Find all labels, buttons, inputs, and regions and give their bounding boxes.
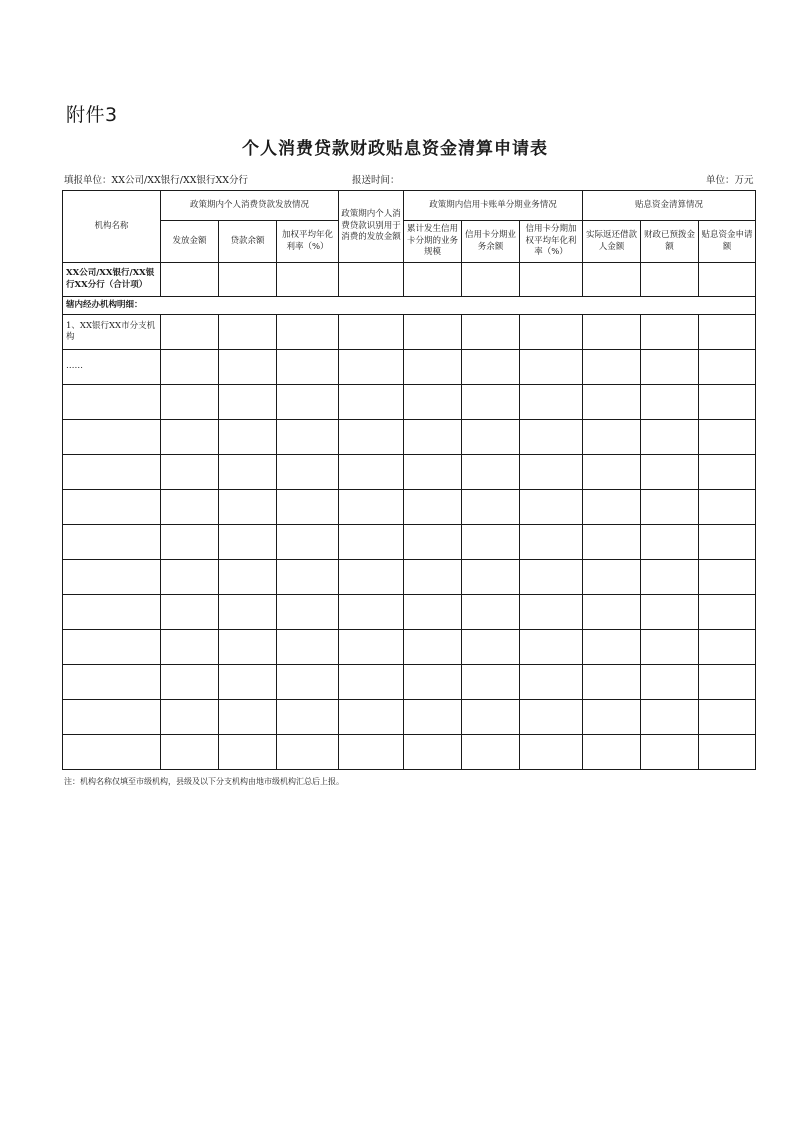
col-institution-name: 机构名称 [63, 191, 161, 263]
table-cell[interactable] [462, 525, 520, 560]
table-cell[interactable] [277, 560, 339, 595]
table-cell[interactable] [520, 490, 583, 525]
table-cell[interactable] [520, 735, 583, 770]
table-cell[interactable] [277, 700, 339, 735]
table-cell[interactable] [63, 700, 161, 735]
table-cell[interactable] [161, 420, 219, 455]
table-cell[interactable] [520, 385, 583, 420]
table-cell[interactable] [404, 385, 462, 420]
table-cell[interactable] [641, 350, 699, 385]
table-cell[interactable] [583, 420, 641, 455]
table-cell[interactable] [219, 665, 277, 700]
table-cell[interactable] [277, 350, 339, 385]
table-cell[interactable] [404, 560, 462, 595]
table-cell[interactable] [339, 263, 404, 297]
table-cell[interactable] [699, 263, 756, 297]
table-cell[interactable] [462, 490, 520, 525]
page-title: 个人消费贷款财政贴息资金清算申请表 [242, 139, 548, 159]
table-cell[interactable] [699, 420, 756, 455]
table-cell[interactable] [63, 595, 161, 630]
table-cell[interactable] [219, 455, 277, 490]
group-subsidy-settlement: 贴息资金清算情况 [583, 191, 756, 221]
table-cell[interactable] [339, 490, 404, 525]
table-cell[interactable] [277, 665, 339, 700]
table-cell[interactable] [520, 700, 583, 735]
table-cell[interactable] [277, 315, 339, 350]
table-cell[interactable] [404, 595, 462, 630]
table-cell[interactable] [699, 665, 756, 700]
table-cell[interactable] [404, 630, 462, 665]
table-cell[interactable] [641, 420, 699, 455]
table-cell[interactable] [641, 385, 699, 420]
table-cell[interactable] [219, 490, 277, 525]
table-cell[interactable] [277, 525, 339, 560]
table-cell[interactable] [520, 665, 583, 700]
table-cell[interactable] [63, 455, 161, 490]
col-loan-balance: 贷款余额 [219, 221, 277, 263]
table-cell[interactable] [404, 665, 462, 700]
table-cell[interactable] [641, 665, 699, 700]
table-cell[interactable] [161, 595, 219, 630]
table-cell[interactable] [339, 700, 404, 735]
table-cell[interactable] [641, 263, 699, 297]
table-cell[interactable] [520, 315, 583, 350]
table-cell[interactable] [520, 525, 583, 560]
table-cell[interactable] [641, 490, 699, 525]
table-cell[interactable] [161, 455, 219, 490]
table-cell[interactable] [462, 263, 520, 297]
table-cell[interactable] [583, 630, 641, 665]
table-cell[interactable] [641, 700, 699, 735]
table-cell[interactable] [219, 420, 277, 455]
table-cell[interactable] [161, 525, 219, 560]
row-total-label: XX公司/XX银行/XX银行XX分行（合计项） [63, 263, 161, 297]
table-cell[interactable] [462, 560, 520, 595]
settlement-table [62, 190, 756, 770]
row-ellipsis-label: …… [63, 350, 161, 385]
reporting-unit: 填报单位：XX公司/XX银行/XX银行XX分行 [64, 175, 249, 186]
table-cell[interactable] [699, 700, 756, 735]
table-cell[interactable] [583, 665, 641, 700]
table-cell[interactable] [63, 630, 161, 665]
table-cell[interactable] [404, 263, 462, 297]
table-cell[interactable] [583, 700, 641, 735]
table-cell[interactable] [161, 665, 219, 700]
table-cell[interactable] [219, 595, 277, 630]
attachment-label: 附件3 [66, 104, 118, 126]
table-cell[interactable] [462, 700, 520, 735]
table-row [63, 350, 756, 385]
table-cell[interactable] [583, 735, 641, 770]
table-cell[interactable] [161, 630, 219, 665]
table-row [63, 665, 756, 700]
table-cell[interactable] [339, 560, 404, 595]
table-cell[interactable] [339, 385, 404, 420]
table-cell[interactable] [462, 315, 520, 350]
table-cell[interactable] [462, 595, 520, 630]
col-card-balance: 信用卡分期业务余额 [462, 221, 520, 263]
table-cell[interactable] [339, 420, 404, 455]
table-cell[interactable] [161, 385, 219, 420]
table-cell[interactable] [404, 700, 462, 735]
table-cell[interactable] [404, 525, 462, 560]
row-branch-label: 1、XX银行XX市分支机构 [63, 315, 161, 350]
table-cell[interactable] [583, 560, 641, 595]
table-cell[interactable] [63, 420, 161, 455]
table-cell[interactable] [277, 735, 339, 770]
table-cell[interactable] [462, 350, 520, 385]
table-cell[interactable] [161, 263, 219, 297]
table-row [63, 490, 756, 525]
table-cell[interactable] [219, 560, 277, 595]
col-consumption-loan-amount: 政策期内个人消费贷款识别用于消费的发放金额 [339, 191, 404, 263]
table-cell[interactable] [63, 560, 161, 595]
table-cell[interactable] [520, 455, 583, 490]
table-cell[interactable] [161, 560, 219, 595]
table-cell[interactable] [520, 595, 583, 630]
table-cell[interactable] [699, 595, 756, 630]
table-cell[interactable] [462, 420, 520, 455]
table-cell[interactable] [520, 630, 583, 665]
table-cell[interactable] [277, 263, 339, 297]
table-cell[interactable] [641, 315, 699, 350]
table-cell[interactable] [583, 595, 641, 630]
col-refund-amount: 实际返还借款人金额 [583, 221, 641, 263]
table-cell[interactable] [641, 455, 699, 490]
table-cell[interactable] [462, 630, 520, 665]
table-cell[interactable] [520, 263, 583, 297]
table-cell[interactable] [63, 665, 161, 700]
table-cell[interactable] [339, 315, 404, 350]
table-cell[interactable] [520, 350, 583, 385]
table-row-detail-header [63, 297, 756, 315]
report-time: 报送时间： [352, 175, 400, 186]
table-cell[interactable] [404, 350, 462, 385]
col-card-rate: 信用卡分期加权平均年化利率（%） [520, 221, 583, 263]
table-cell[interactable] [339, 455, 404, 490]
table-cell[interactable] [699, 525, 756, 560]
table-cell[interactable] [404, 735, 462, 770]
table-cell[interactable] [339, 735, 404, 770]
table-cell[interactable] [583, 385, 641, 420]
table-cell[interactable] [699, 735, 756, 770]
table-cell[interactable] [520, 420, 583, 455]
col-loan-amount: 发放金额 [161, 221, 219, 263]
table-cell[interactable] [339, 630, 404, 665]
table-cell[interactable] [404, 315, 462, 350]
table-cell[interactable] [219, 735, 277, 770]
table-cell[interactable] [219, 315, 277, 350]
table-cell[interactable] [219, 525, 277, 560]
table-row [63, 385, 756, 420]
table-cell[interactable] [699, 350, 756, 385]
table-cell[interactable] [63, 385, 161, 420]
table-cell[interactable] [404, 455, 462, 490]
table-row [63, 560, 756, 595]
table-cell[interactable] [63, 525, 161, 560]
table-cell[interactable] [699, 630, 756, 665]
table-cell[interactable] [219, 630, 277, 665]
table-cell[interactable] [277, 630, 339, 665]
table-cell[interactable] [641, 560, 699, 595]
table-cell[interactable] [641, 630, 699, 665]
table-cell[interactable] [699, 560, 756, 595]
table-cell[interactable] [277, 595, 339, 630]
col-prepaid-amount: 财政已预拨金额 [641, 221, 699, 263]
amount-unit: 单位：万元 [706, 175, 754, 186]
table-cell[interactable] [462, 735, 520, 770]
table-cell[interactable] [641, 595, 699, 630]
table-cell[interactable] [699, 385, 756, 420]
table-cell[interactable] [583, 263, 641, 297]
table-cell[interactable] [339, 665, 404, 700]
table-cell[interactable] [641, 735, 699, 770]
table-cell[interactable] [277, 455, 339, 490]
table-cell[interactable] [462, 665, 520, 700]
table-cell[interactable] [161, 315, 219, 350]
table-cell[interactable] [161, 735, 219, 770]
col-card-scale: 累计发生信用卡分期的业务规模 [404, 221, 462, 263]
table-cell[interactable] [161, 700, 219, 735]
table-cell[interactable] [583, 525, 641, 560]
table-row [63, 455, 756, 490]
table-cell[interactable] [583, 490, 641, 525]
table-cell[interactable] [339, 595, 404, 630]
table-cell[interactable] [339, 350, 404, 385]
table-cell[interactable] [462, 385, 520, 420]
table-row [63, 315, 756, 350]
table-row [63, 735, 756, 770]
table-cell[interactable] [583, 350, 641, 385]
table-cell[interactable] [339, 525, 404, 560]
table-row-total [63, 263, 756, 297]
empty-rows [63, 385, 756, 770]
row-detail-header: 辖内经办机构明细： [63, 297, 756, 315]
table-cell[interactable] [277, 490, 339, 525]
table-cell[interactable] [699, 490, 756, 525]
table-cell[interactable] [462, 455, 520, 490]
col-apply-amount: 贴息资金申请额 [699, 221, 756, 263]
table-row [63, 700, 756, 735]
table-cell[interactable] [404, 420, 462, 455]
table-cell[interactable] [219, 263, 277, 297]
table-cell[interactable] [583, 455, 641, 490]
table-cell[interactable] [161, 490, 219, 525]
table-cell[interactable] [641, 525, 699, 560]
footnote: 注：机构名称仅填至市级机构，县级及以下分支机构由地市级机构汇总后上报。 [64, 777, 344, 786]
table-cell[interactable] [583, 315, 641, 350]
table-cell[interactable] [219, 700, 277, 735]
table-row [63, 525, 756, 560]
group-credit-card-installment: 政策期内信用卡账单分期业务情况 [404, 191, 583, 221]
table-cell[interactable] [277, 420, 339, 455]
table-cell[interactable] [219, 350, 277, 385]
table-cell[interactable] [277, 385, 339, 420]
table-cell[interactable] [520, 560, 583, 595]
table-cell[interactable] [404, 490, 462, 525]
group-loan-issuance: 政策期内个人消费贷款发放情况 [161, 191, 339, 221]
table-cell[interactable] [699, 455, 756, 490]
table-cell[interactable] [63, 490, 161, 525]
table-cell[interactable] [161, 350, 219, 385]
table-cell[interactable] [699, 315, 756, 350]
table-row [63, 630, 756, 665]
table-cell[interactable] [219, 385, 277, 420]
col-loan-rate: 加权平均年化利率（%） [277, 221, 339, 263]
table-row [63, 420, 756, 455]
table-row [63, 595, 756, 630]
table-cell[interactable] [63, 735, 161, 770]
